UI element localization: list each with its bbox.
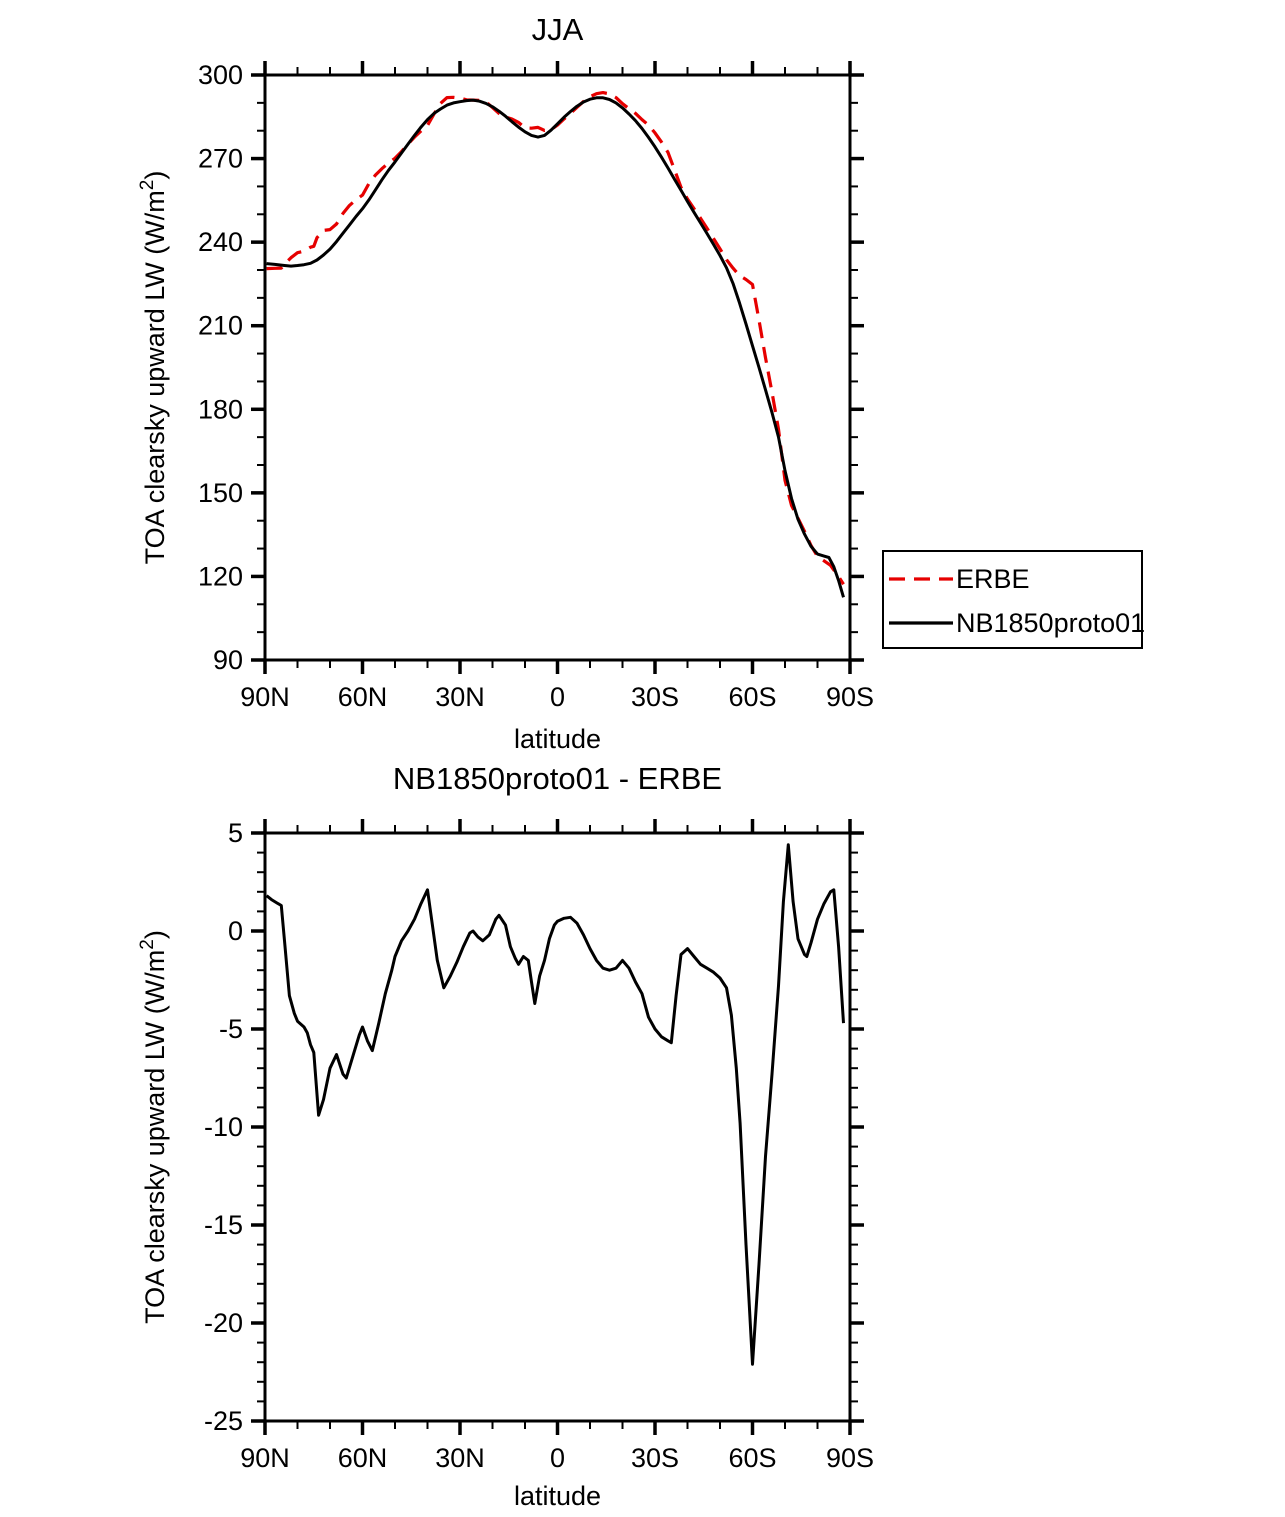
y-axis-title: TOA clearsky upward LW $(W/m^2)$: [137, 930, 170, 1324]
x-tick-label: 30N: [435, 1443, 485, 1473]
x-tick-label: 0: [549, 682, 566, 712]
y-tick-label: -25: [203, 1406, 243, 1436]
x-tick-label: 90N: [240, 682, 290, 712]
y-tick-label: 300: [197, 60, 243, 90]
panel-title: NB1850proto01 - ERBE: [392, 761, 723, 796]
x-tick-label: 90N: [240, 1443, 290, 1473]
legend: [883, 551, 1145, 648]
x-axis-title: latitude: [513, 1481, 602, 1511]
y-tick-label: -5: [218, 1014, 243, 1044]
panel-difference: [137, 761, 874, 1511]
y-tick-label: -15: [203, 1210, 243, 1240]
x-axis-title: latitude: [513, 724, 602, 754]
y-tick-label: -20: [203, 1308, 243, 1338]
series-erbe-line: [267, 93, 844, 585]
y-tick-label: 180: [197, 394, 243, 425]
y-tick-label: 210: [197, 310, 243, 341]
legend-label: ERBE: [956, 564, 1030, 594]
x-tick-label: 60S: [728, 682, 777, 712]
x-tick-label: 30N: [435, 682, 485, 712]
x-tick-label: 30S: [630, 682, 680, 712]
x-tick-label: 60S: [728, 1443, 777, 1473]
y-axis-title: TOA clearsky upward LW $(W/m^2)$: [137, 170, 170, 565]
legend-label: NB1850proto01: [956, 608, 1146, 638]
y-tick-label: 240: [197, 227, 243, 258]
plot-frame: [265, 75, 850, 660]
series-nb1850proto01-erbe-line: [267, 845, 844, 1364]
x-tick-label: 90S: [825, 682, 875, 712]
y-tick-label: 120: [197, 561, 243, 592]
y-tick-label: 0: [227, 916, 243, 946]
x-tick-label: 60N: [337, 682, 388, 712]
y-tick-label: -10: [203, 1112, 243, 1142]
x-tick-label: 60N: [337, 1443, 388, 1473]
y-tick-label: 150: [197, 477, 243, 508]
y-tick-label: 5: [227, 818, 243, 848]
panel-jja: [137, 12, 1145, 754]
x-tick-label: 90S: [825, 1443, 875, 1473]
x-tick-label: 30S: [630, 1443, 680, 1473]
panel-title: JJA: [531, 12, 584, 47]
y-tick-label: 270: [197, 143, 243, 174]
y-tick-label: 90: [212, 645, 243, 675]
x-tick-label: 0: [549, 1443, 566, 1473]
series-nb1850proto01-line: [267, 98, 844, 598]
